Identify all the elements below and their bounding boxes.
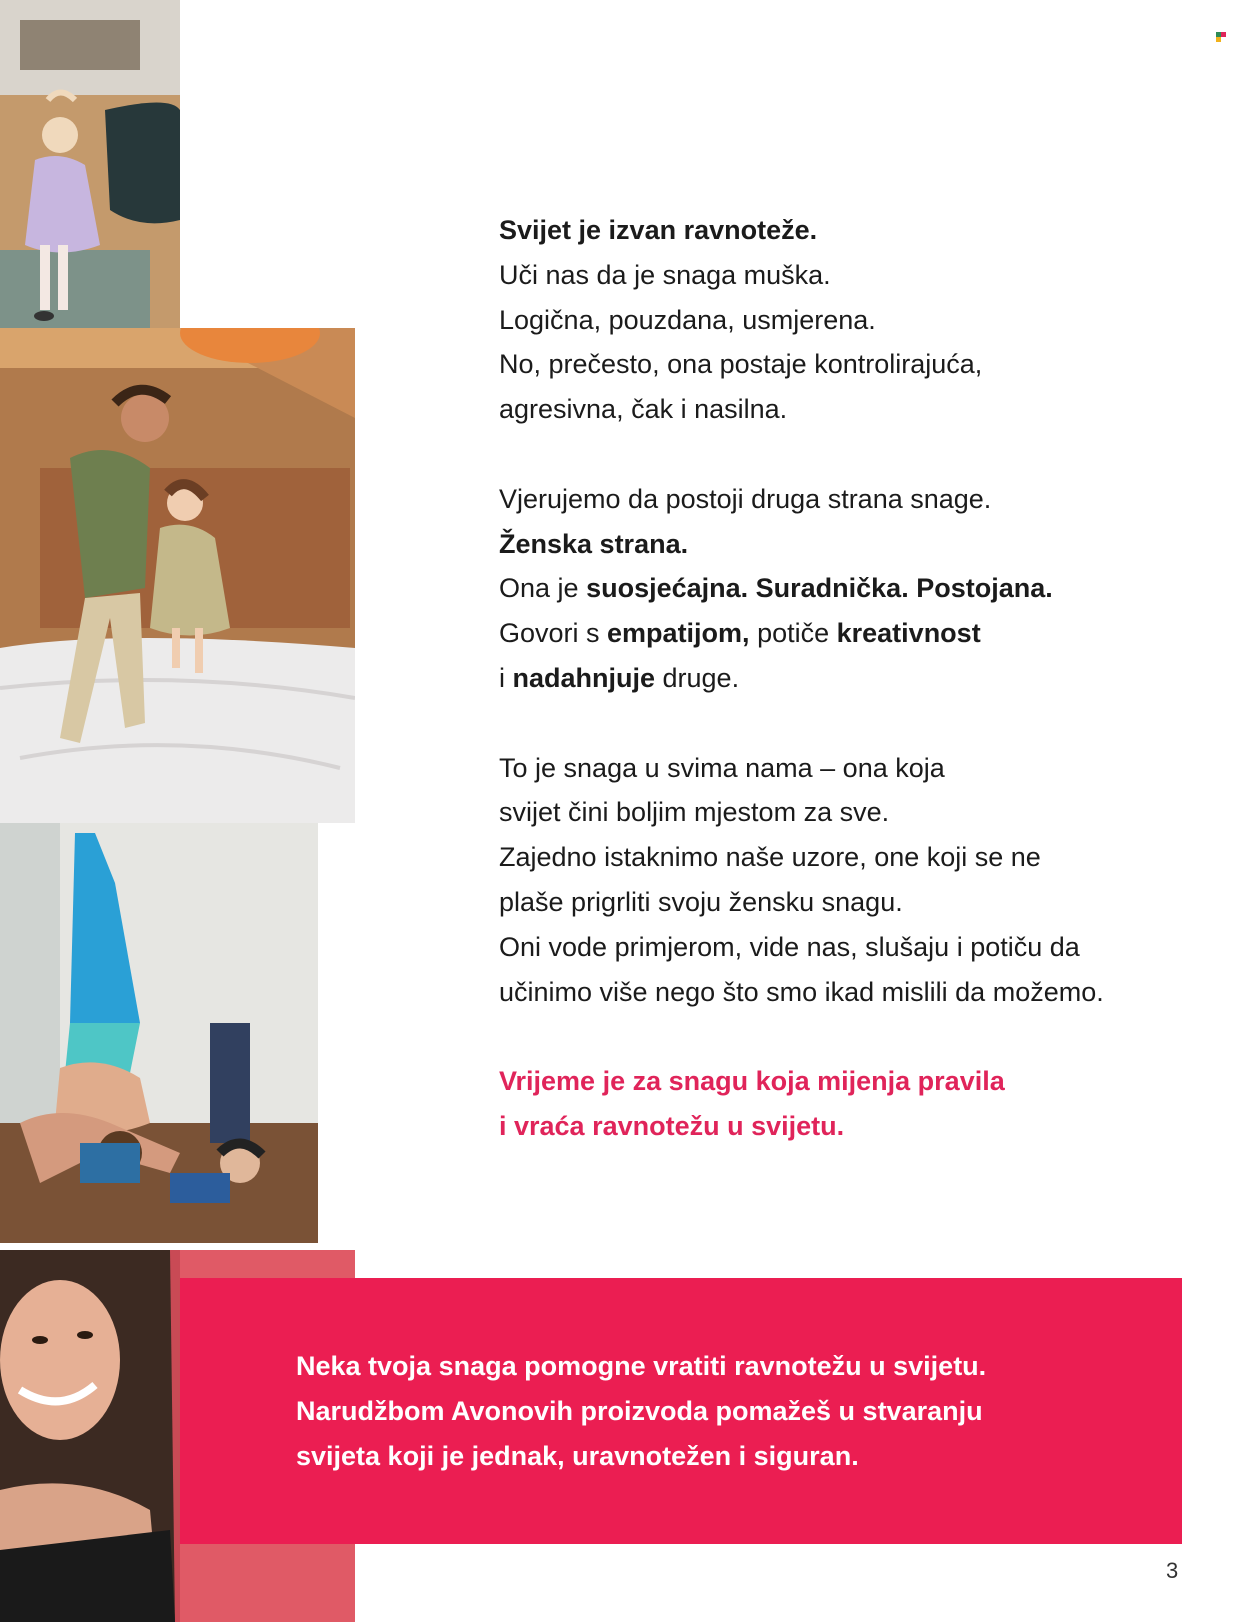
text-line: To je snaga u svima nama – ona koja — [499, 752, 945, 783]
text-line: Logična, pouzdana, usmjerena. — [499, 304, 876, 335]
paragraph-3 — [499, 746, 1189, 1015]
text-line: Zajedno istaknimo naše uzore, one koji se ne — [499, 842, 1041, 873]
callout-box — [180, 1278, 1182, 1544]
paragraph-1 — [499, 208, 1189, 432]
text-line: i nadahnjuje druge. — [499, 662, 740, 693]
text-line: No, prečesto, ona postaje kontrolirajuća, — [499, 349, 983, 380]
yoga-headstand-photo — [0, 823, 318, 1243]
text-line: agresivna, čak i nasilna. — [499, 394, 788, 425]
text-line: svijet čini boljim mjestom za sve. — [499, 797, 890, 828]
callout-line: Neka tvoja snaga pomogne vratiti ravnotežu u svijetu. — [296, 1351, 987, 1381]
headline: Svijet je izvan ravnoteže. — [499, 215, 818, 245]
corner-logo-icon — [1216, 32, 1226, 42]
text-line: Vjerujemo da postoji druga strana snage. — [499, 483, 992, 514]
paragraph-4-accent — [499, 1059, 1189, 1149]
father-daughter-bed-photo — [0, 328, 355, 823]
text-line: Oni vode primjerom, vide nas, slušaju i potiču da — [499, 931, 1080, 962]
text-line: Ženska strana. — [499, 528, 689, 559]
text-line: Govori s empatijom, potiče kreativnost — [499, 618, 981, 649]
text-line: Ona je suosjećajna. Suradnička. Postojana. — [499, 573, 1053, 604]
callout-line: Narudžbom Avonovih proizvoda pomažeš u stvaranju — [296, 1396, 983, 1426]
text-line: plaše prigrliti svoju žensku snagu. — [499, 886, 903, 917]
text-line: Uči nas da je snaga muška. — [499, 259, 831, 290]
manifesto-text — [499, 208, 1189, 1194]
callout-line: svijeta koji je jednak, uravnotežen i siguran. — [296, 1441, 859, 1471]
accent-line: Vrijeme je za snagu koja mijenja pravila — [499, 1066, 1005, 1097]
paragraph-2 — [499, 477, 1189, 701]
text-line: učinimo više nego što smo ikad mislili da možemo. — [499, 976, 1104, 1007]
accent-line: i vraća ravnotežu u svijetu. — [499, 1110, 845, 1141]
girl-ballet-photo — [0, 0, 180, 365]
page-number: 3 — [1166, 1558, 1179, 1583]
